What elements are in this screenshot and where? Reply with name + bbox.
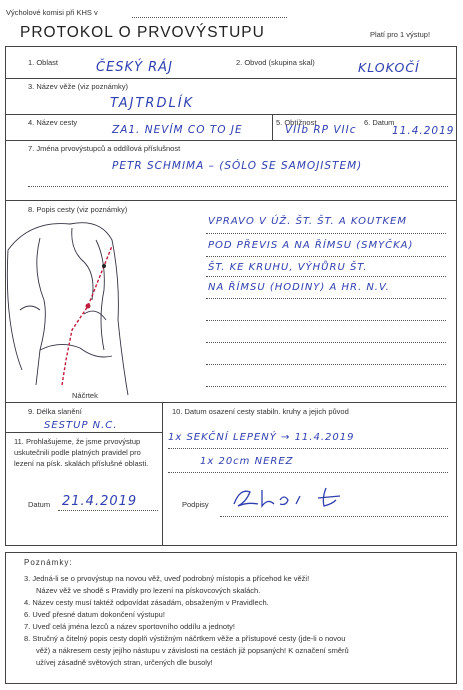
f10-line-2: 1x 20cm NEREZ <box>200 456 294 467</box>
f9-value: SESTUP N.C. <box>44 420 118 431</box>
note-item: Název věž ve shodě s Pravidly pro lezení na pískovcových skalách. <box>36 586 261 595</box>
note-item: 8. Stručný a čitelný popis cesty doplň výstižným náčrtkem věže a přístupové cesty (jde-li o novou <box>24 634 346 643</box>
row-divider <box>5 432 162 433</box>
row-divider <box>5 78 457 79</box>
f3-label: 3. Název věže (viz poznámky) <box>28 82 129 91</box>
f4-value: ZA1. NEVÍM CO TO JE <box>112 124 243 136</box>
f9-label: 9. Délka slanění <box>28 407 82 416</box>
f5-label: 5. Obtížnost <box>276 118 317 127</box>
f8-label: 8. Popis cesty (viz poznámky) <box>28 205 128 214</box>
form-title: PROTOKOL O PRVOVÝSTUPU <box>20 24 265 41</box>
podpisy-line <box>220 516 448 517</box>
notes-heading: Poznámky: <box>24 558 73 567</box>
datum-line <box>58 510 158 511</box>
f10-rule <box>168 448 448 449</box>
row-divider <box>5 114 457 115</box>
note-item: 4. Název cesty musí taktéž odpovídat zásadám, obsaženým v Pravidlech. <box>24 598 269 607</box>
f3-value: TAJTRDLÍK <box>110 96 195 111</box>
row-divider <box>5 140 457 141</box>
f2-label: 2. Obvod (skupina skal) <box>236 58 315 67</box>
f8-line-2: POD PŘEVIS A NA ŘÍMSU (SMYČKA) <box>208 240 414 251</box>
f2-value: KLOKOČÍ <box>358 60 420 75</box>
f8-rule <box>206 276 446 277</box>
f7-line <box>28 186 448 187</box>
f10-line-1: 1x SEKČNÍ LEPENÝ → 11.4.2019 <box>168 432 355 443</box>
f8-line-4: NA ŘÍMSU (HODINY) A HR. N.V. <box>208 282 390 293</box>
f10-label: 10. Datum osazení cesty stabiln. kruhy a jejich původ <box>172 407 349 416</box>
note-item: 3. Jedná-li se o prvovýstup na novou věž, uveď podrobný místopis a přícehod ke věži! <box>24 574 310 583</box>
f8-rule <box>206 320 446 321</box>
f8-line-1: VPRAVO V ÚŽ. ŠT. ŠT. A KOUTKEM <box>208 216 407 227</box>
f11-label: 11. Prohlašujeme, že jsme prvovýstup uskutečnili podle platných pravidel pro lezení na písk. skalách příslušné oblasti. <box>14 437 149 468</box>
note-item: 6. Uveď přesné datum dokončení výstupu! <box>24 610 165 619</box>
f5-value: VIIb RP VIIc <box>285 124 357 136</box>
f10-rule <box>168 472 448 473</box>
note-item: 7. Uveď celá jména lezců a název sportovního oddílu a jednoty! <box>24 622 235 631</box>
f8-rule <box>206 256 446 257</box>
route-sketch <box>0 210 160 400</box>
f1-label: 1. Oblast <box>28 58 59 67</box>
f6-value: 11.4.2019 <box>392 125 455 137</box>
f6-label: 6. Datum <box>364 118 395 127</box>
f8-rule <box>206 298 446 299</box>
f1-value: ČESKÝ RÁJ <box>96 60 173 75</box>
club-prefix: Výcholové komisi při KHS v <box>6 8 98 17</box>
club-line <box>132 17 287 18</box>
f8-line-3: ŠT. KE KRUHU, VÝHŮRU ŠT. <box>208 262 368 273</box>
row-divider <box>5 200 457 201</box>
signature <box>228 482 358 512</box>
sketch-label: Náčrtek <box>72 391 98 400</box>
f7-value: PETR SCHMIMA – (SÓLO SE SAMOJISTEM) <box>112 160 363 172</box>
note-item: užívej zásadně světových stran, určených dle busoly! <box>36 658 213 667</box>
datum-value: 21.4.2019 <box>62 494 138 509</box>
row-divider <box>5 402 457 403</box>
f4-label: 4. Název cesty <box>28 118 78 127</box>
podpisy-label: Podpisy <box>182 500 209 509</box>
f8-rule <box>206 233 446 234</box>
f7-label: 7. Jména prvovýstupců a oddílová příslušnost <box>28 144 181 153</box>
f8-rule <box>206 364 446 365</box>
f8-rule <box>206 386 446 387</box>
note-item: věž) a nákresem cesty jejího nástupu v závislosti na cestách již popsaných! K označení směrů <box>36 646 349 655</box>
col-divider <box>272 114 273 140</box>
col-divider <box>162 402 163 546</box>
form-note: Platí pro 1 výstup! <box>370 30 431 39</box>
datum-label: Datum <box>28 500 51 509</box>
f8-rule <box>206 342 446 343</box>
